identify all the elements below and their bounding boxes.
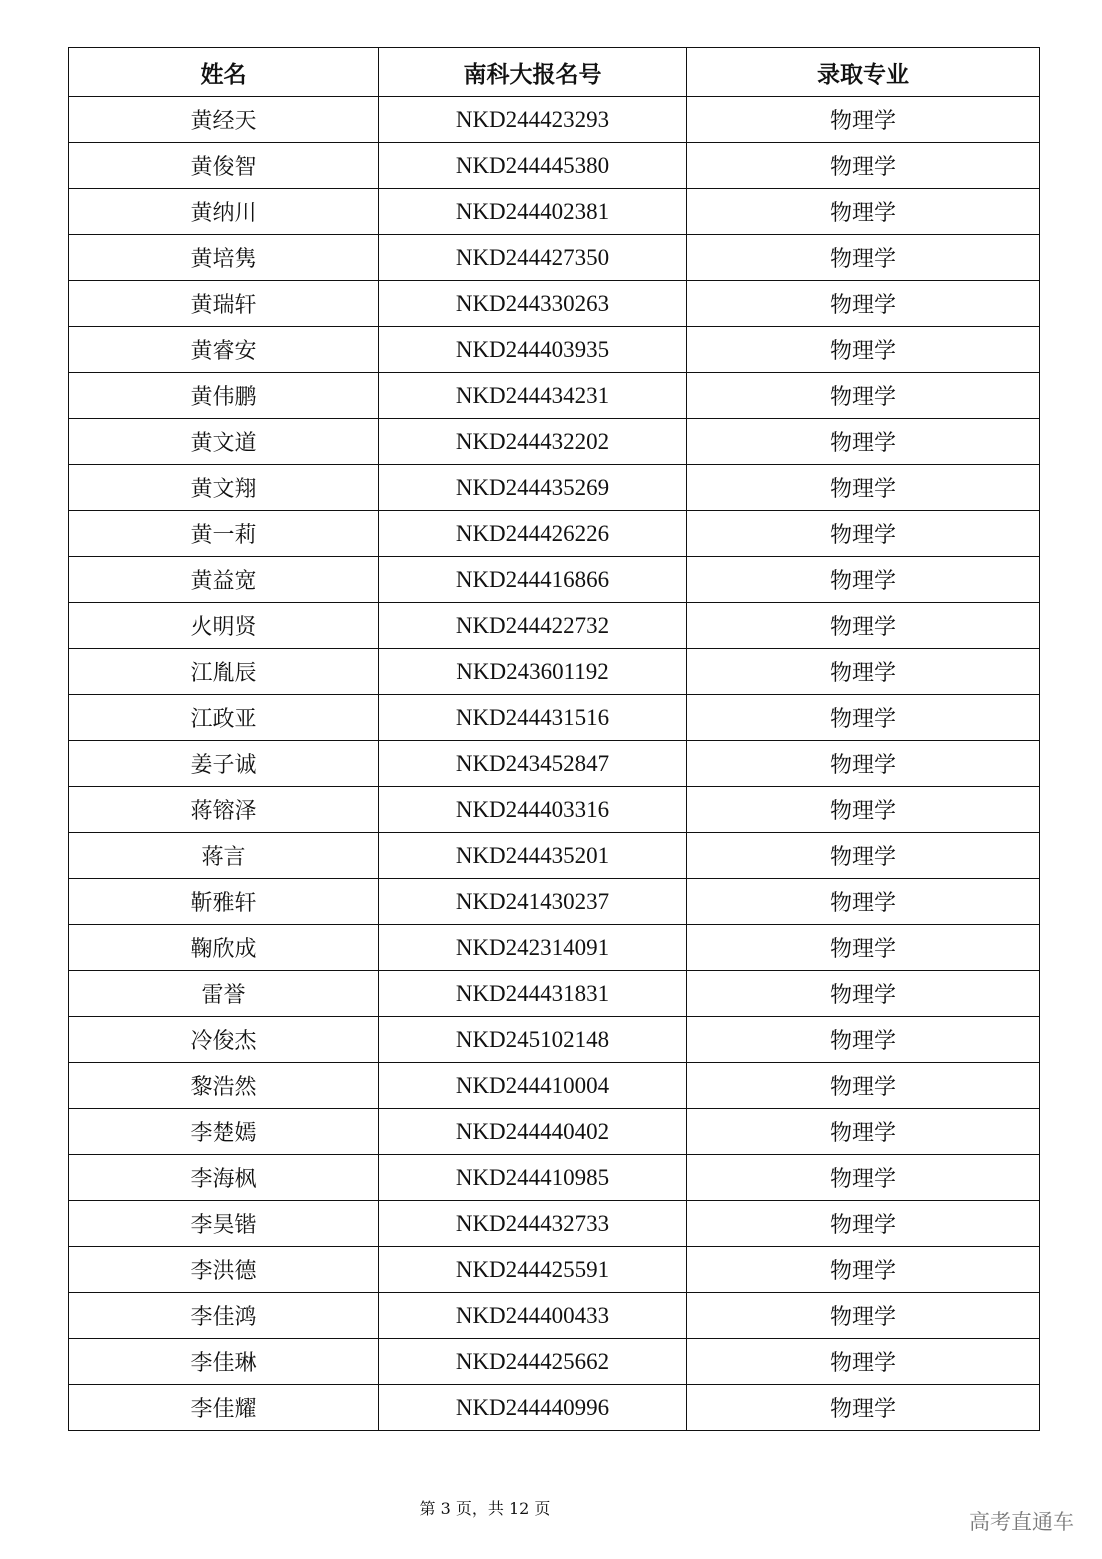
registration-number-cell: NKD244410985 — [379, 1155, 687, 1201]
major-cell: 物理学 — [687, 741, 1040, 787]
registration-number-cell: NKD244416866 — [379, 557, 687, 603]
major-cell: 物理学 — [687, 143, 1040, 189]
table-row — [69, 833, 1040, 879]
student-name-cell: 黄纳川 — [69, 189, 379, 235]
table-row — [69, 603, 1040, 649]
table-row — [69, 143, 1040, 189]
major-cell: 物理学 — [687, 1109, 1040, 1155]
registration-number-cell: NKD244440402 — [379, 1109, 687, 1155]
watermark-logo-text: 高考直通车 — [969, 1510, 1074, 1534]
student-name-cell: 黄一莉 — [69, 511, 379, 557]
table-row — [69, 971, 1040, 1017]
registration-number-cell: NKD244432733 — [379, 1201, 687, 1247]
table-row — [69, 373, 1040, 419]
table-row — [69, 465, 1040, 511]
registration-number-cell: NKD241430237 — [379, 879, 687, 925]
table-body — [69, 97, 1040, 1431]
student-name-cell: 靳雅轩 — [69, 879, 379, 925]
student-name-cell: 冷俊杰 — [69, 1017, 379, 1063]
table-header — [69, 48, 1040, 97]
student-name-cell: 江政亚 — [69, 695, 379, 741]
student-name-cell: 黄培隽 — [69, 235, 379, 281]
table-row — [69, 1293, 1040, 1339]
major-cell: 物理学 — [687, 327, 1040, 373]
major-cell: 物理学 — [687, 879, 1040, 925]
major-cell: 物理学 — [687, 1339, 1040, 1385]
major-cell: 物理学 — [687, 557, 1040, 603]
registration-number-cell: NKD244435201 — [379, 833, 687, 879]
major-cell: 物理学 — [687, 1293, 1040, 1339]
major-cell: 物理学 — [687, 97, 1040, 143]
major-cell: 物理学 — [687, 833, 1040, 879]
major-cell: 物理学 — [687, 1201, 1040, 1247]
registration-number-cell: NKD244330263 — [379, 281, 687, 327]
registration-number-cell: NKD244422732 — [379, 603, 687, 649]
registration-number-cell: NKD244431516 — [379, 695, 687, 741]
major-cell: 物理学 — [687, 373, 1040, 419]
registration-number-cell: NKD244445380 — [379, 143, 687, 189]
table-row — [69, 97, 1040, 143]
major-cell: 物理学 — [687, 603, 1040, 649]
table-row — [69, 235, 1040, 281]
major-cell: 物理学 — [687, 235, 1040, 281]
student-name-cell: 李佳鸿 — [69, 1293, 379, 1339]
admission-table — [68, 47, 1040, 1431]
major-cell: 物理学 — [687, 511, 1040, 557]
student-name-cell: 李洪德 — [69, 1247, 379, 1293]
table-row — [69, 1017, 1040, 1063]
registration-number-cell: NKD244400433 — [379, 1293, 687, 1339]
student-name-cell: 李昊锴 — [69, 1201, 379, 1247]
table-row — [69, 649, 1040, 695]
header-registration-number: 南科大报名号 — [379, 48, 687, 97]
registration-number-cell: NKD244403316 — [379, 787, 687, 833]
table-row — [69, 879, 1040, 925]
registration-number-cell: NKD244410004 — [379, 1063, 687, 1109]
registration-number-cell: NKD244402381 — [379, 189, 687, 235]
registration-number-cell: NKD244432202 — [379, 419, 687, 465]
major-cell: 物理学 — [687, 649, 1040, 695]
table-row — [69, 511, 1040, 557]
table-row — [69, 1385, 1040, 1431]
header-row — [69, 48, 1040, 97]
registration-number-cell: NKD244431831 — [379, 971, 687, 1017]
registration-number-cell: NKD244426226 — [379, 511, 687, 557]
major-cell: 物理学 — [687, 419, 1040, 465]
major-cell: 物理学 — [687, 971, 1040, 1017]
student-name-cell: 黄益宽 — [69, 557, 379, 603]
table-row — [69, 1155, 1040, 1201]
table-row — [69, 1109, 1040, 1155]
student-name-cell: 蒋镕泽 — [69, 787, 379, 833]
registration-number-cell: NKD243452847 — [379, 741, 687, 787]
header-name: 姓名 — [69, 48, 379, 97]
student-name-cell: 姜子诚 — [69, 741, 379, 787]
table-row — [69, 695, 1040, 741]
major-cell: 物理学 — [687, 1063, 1040, 1109]
student-name-cell: 鞠欣成 — [69, 925, 379, 971]
page-number: 第 3 页，共 12 页 — [419, 1499, 551, 1518]
student-name-cell: 黄俊智 — [69, 143, 379, 189]
student-name-cell: 李海枫 — [69, 1155, 379, 1201]
registration-number-cell: NKD243601192 — [379, 649, 687, 695]
registration-number-cell: NKD244427350 — [379, 235, 687, 281]
major-cell: 物理学 — [687, 281, 1040, 327]
table-row — [69, 281, 1040, 327]
registration-number-cell: NKD244434231 — [379, 373, 687, 419]
student-name-cell: 李佳琳 — [69, 1339, 379, 1385]
student-name-cell: 蒋言 — [69, 833, 379, 879]
student-name-cell: 江胤辰 — [69, 649, 379, 695]
registration-number-cell: NKD242314091 — [379, 925, 687, 971]
table-row — [69, 1201, 1040, 1247]
header-major: 录取专业 — [687, 48, 1040, 97]
registration-number-cell: NKD244425591 — [379, 1247, 687, 1293]
student-name-cell: 黄睿安 — [69, 327, 379, 373]
student-name-cell: 李佳耀 — [69, 1385, 379, 1431]
student-name-cell: 黄伟鹏 — [69, 373, 379, 419]
table-row — [69, 419, 1040, 465]
student-name-cell: 火明贤 — [69, 603, 379, 649]
major-cell: 物理学 — [687, 1017, 1040, 1063]
student-name-cell: 黄瑞轩 — [69, 281, 379, 327]
table-row — [69, 925, 1040, 971]
table-row — [69, 557, 1040, 603]
registration-number-cell: NKD245102148 — [379, 1017, 687, 1063]
registration-number-cell: NKD244425662 — [379, 1339, 687, 1385]
table-row — [69, 787, 1040, 833]
major-cell: 物理学 — [687, 465, 1040, 511]
student-name-cell: 雷誉 — [69, 971, 379, 1017]
table-row — [69, 741, 1040, 787]
registration-number-cell: NKD244423293 — [379, 97, 687, 143]
student-name-cell: 黄文道 — [69, 419, 379, 465]
table-row — [69, 1339, 1040, 1385]
registration-number-cell: NKD244403935 — [379, 327, 687, 373]
table-row — [69, 1063, 1040, 1109]
student-name-cell: 黎浩然 — [69, 1063, 379, 1109]
table-row — [69, 189, 1040, 235]
table-row — [69, 1247, 1040, 1293]
major-cell: 物理学 — [687, 1247, 1040, 1293]
student-name-cell: 黄文翔 — [69, 465, 379, 511]
major-cell: 物理学 — [687, 787, 1040, 833]
student-name-cell: 李楚嫣 — [69, 1109, 379, 1155]
major-cell: 物理学 — [687, 1385, 1040, 1431]
major-cell: 物理学 — [687, 695, 1040, 741]
registration-number-cell: NKD244435269 — [379, 465, 687, 511]
registration-number-cell: NKD244440996 — [379, 1385, 687, 1431]
major-cell: 物理学 — [687, 925, 1040, 971]
major-cell: 物理学 — [687, 1155, 1040, 1201]
student-name-cell: 黄经天 — [69, 97, 379, 143]
major-cell: 物理学 — [687, 189, 1040, 235]
table-row — [69, 327, 1040, 373]
